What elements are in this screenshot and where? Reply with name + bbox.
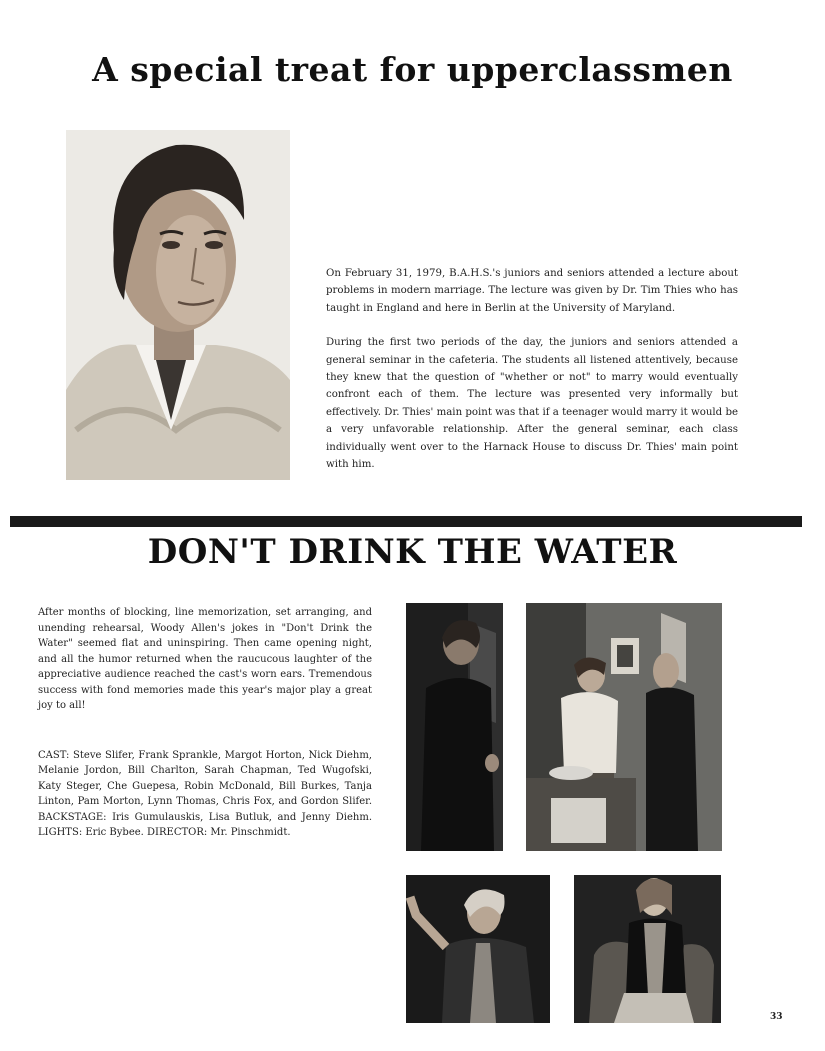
portrait-photo	[66, 130, 290, 480]
lecture-article-text	[326, 265, 738, 473]
section-divider	[10, 516, 802, 527]
cast-credits: CAST: Steve Slifer, Frank Sprankle, Margot Horton, Nick Diehm, Melanie Jordon, Bill Charlton, Sarah Chapman, Ted Wugofski, Katy Steger, Che Guepesa, Robin McDonald, Bill Burkes, Tanja Linton, Pam Morton, Lynn Thomas, Chris Fox, and Gordon Slifer. BACKSTAGE: Iris Gumulauskis, Lisa Butluk, and Jenny Diehm. LIGHTS: Eric Bybee. DIRECTOR: Mr. Pinschmidt.	[38, 749, 372, 838]
page-title: A special treat for upperclassmen	[92, 50, 733, 89]
play-article-text	[38, 605, 372, 841]
lecture-paragraph: During the first two periods of the day, the juniors and seniors attended a general seminar in the cafeteria. The students all listened attentively, because they knew that the question of "whether or not" to marry would eventually confront each of them. The lecture was presented very informally but effectively. Dr. Thies' main point was that if a teenager would marry it would be a very unfavorable relationship. After the general seminar, each class individually went over to the Harnack House to discuss Dr. Thies' main point with him.	[326, 337, 738, 471]
play-photo-seated-actor	[574, 875, 721, 1023]
page-number: 33	[770, 1012, 783, 1022]
lecture-paragraph: On February 31, 1979, B.A.H.S.'s juniors and seniors attended a lecture about problems in modern marriage. The lecture was given by Dr. Tim Thies who has taught in England and here in Berlin at the University of Maryland.	[326, 268, 738, 314]
play-photo-office-scene	[526, 603, 722, 851]
play-photo-actor-gesture	[406, 875, 550, 1023]
play-paragraph: After months of blocking, line memorization, set arranging, and unending rehearsal, Woody Allen's jokes in "Don't Drink the Water" seemed flat and uninspiring. Then came opening night, and all the humor returned when the raucucous laughter of the appreciative audience reached the cast's worn ears. Tremendous success with fond memories made this year's major play a great joy to all!	[38, 607, 372, 711]
play-photo-actor-flag	[406, 603, 503, 851]
play-title: DON'T DRINK THE WATER	[147, 532, 678, 572]
